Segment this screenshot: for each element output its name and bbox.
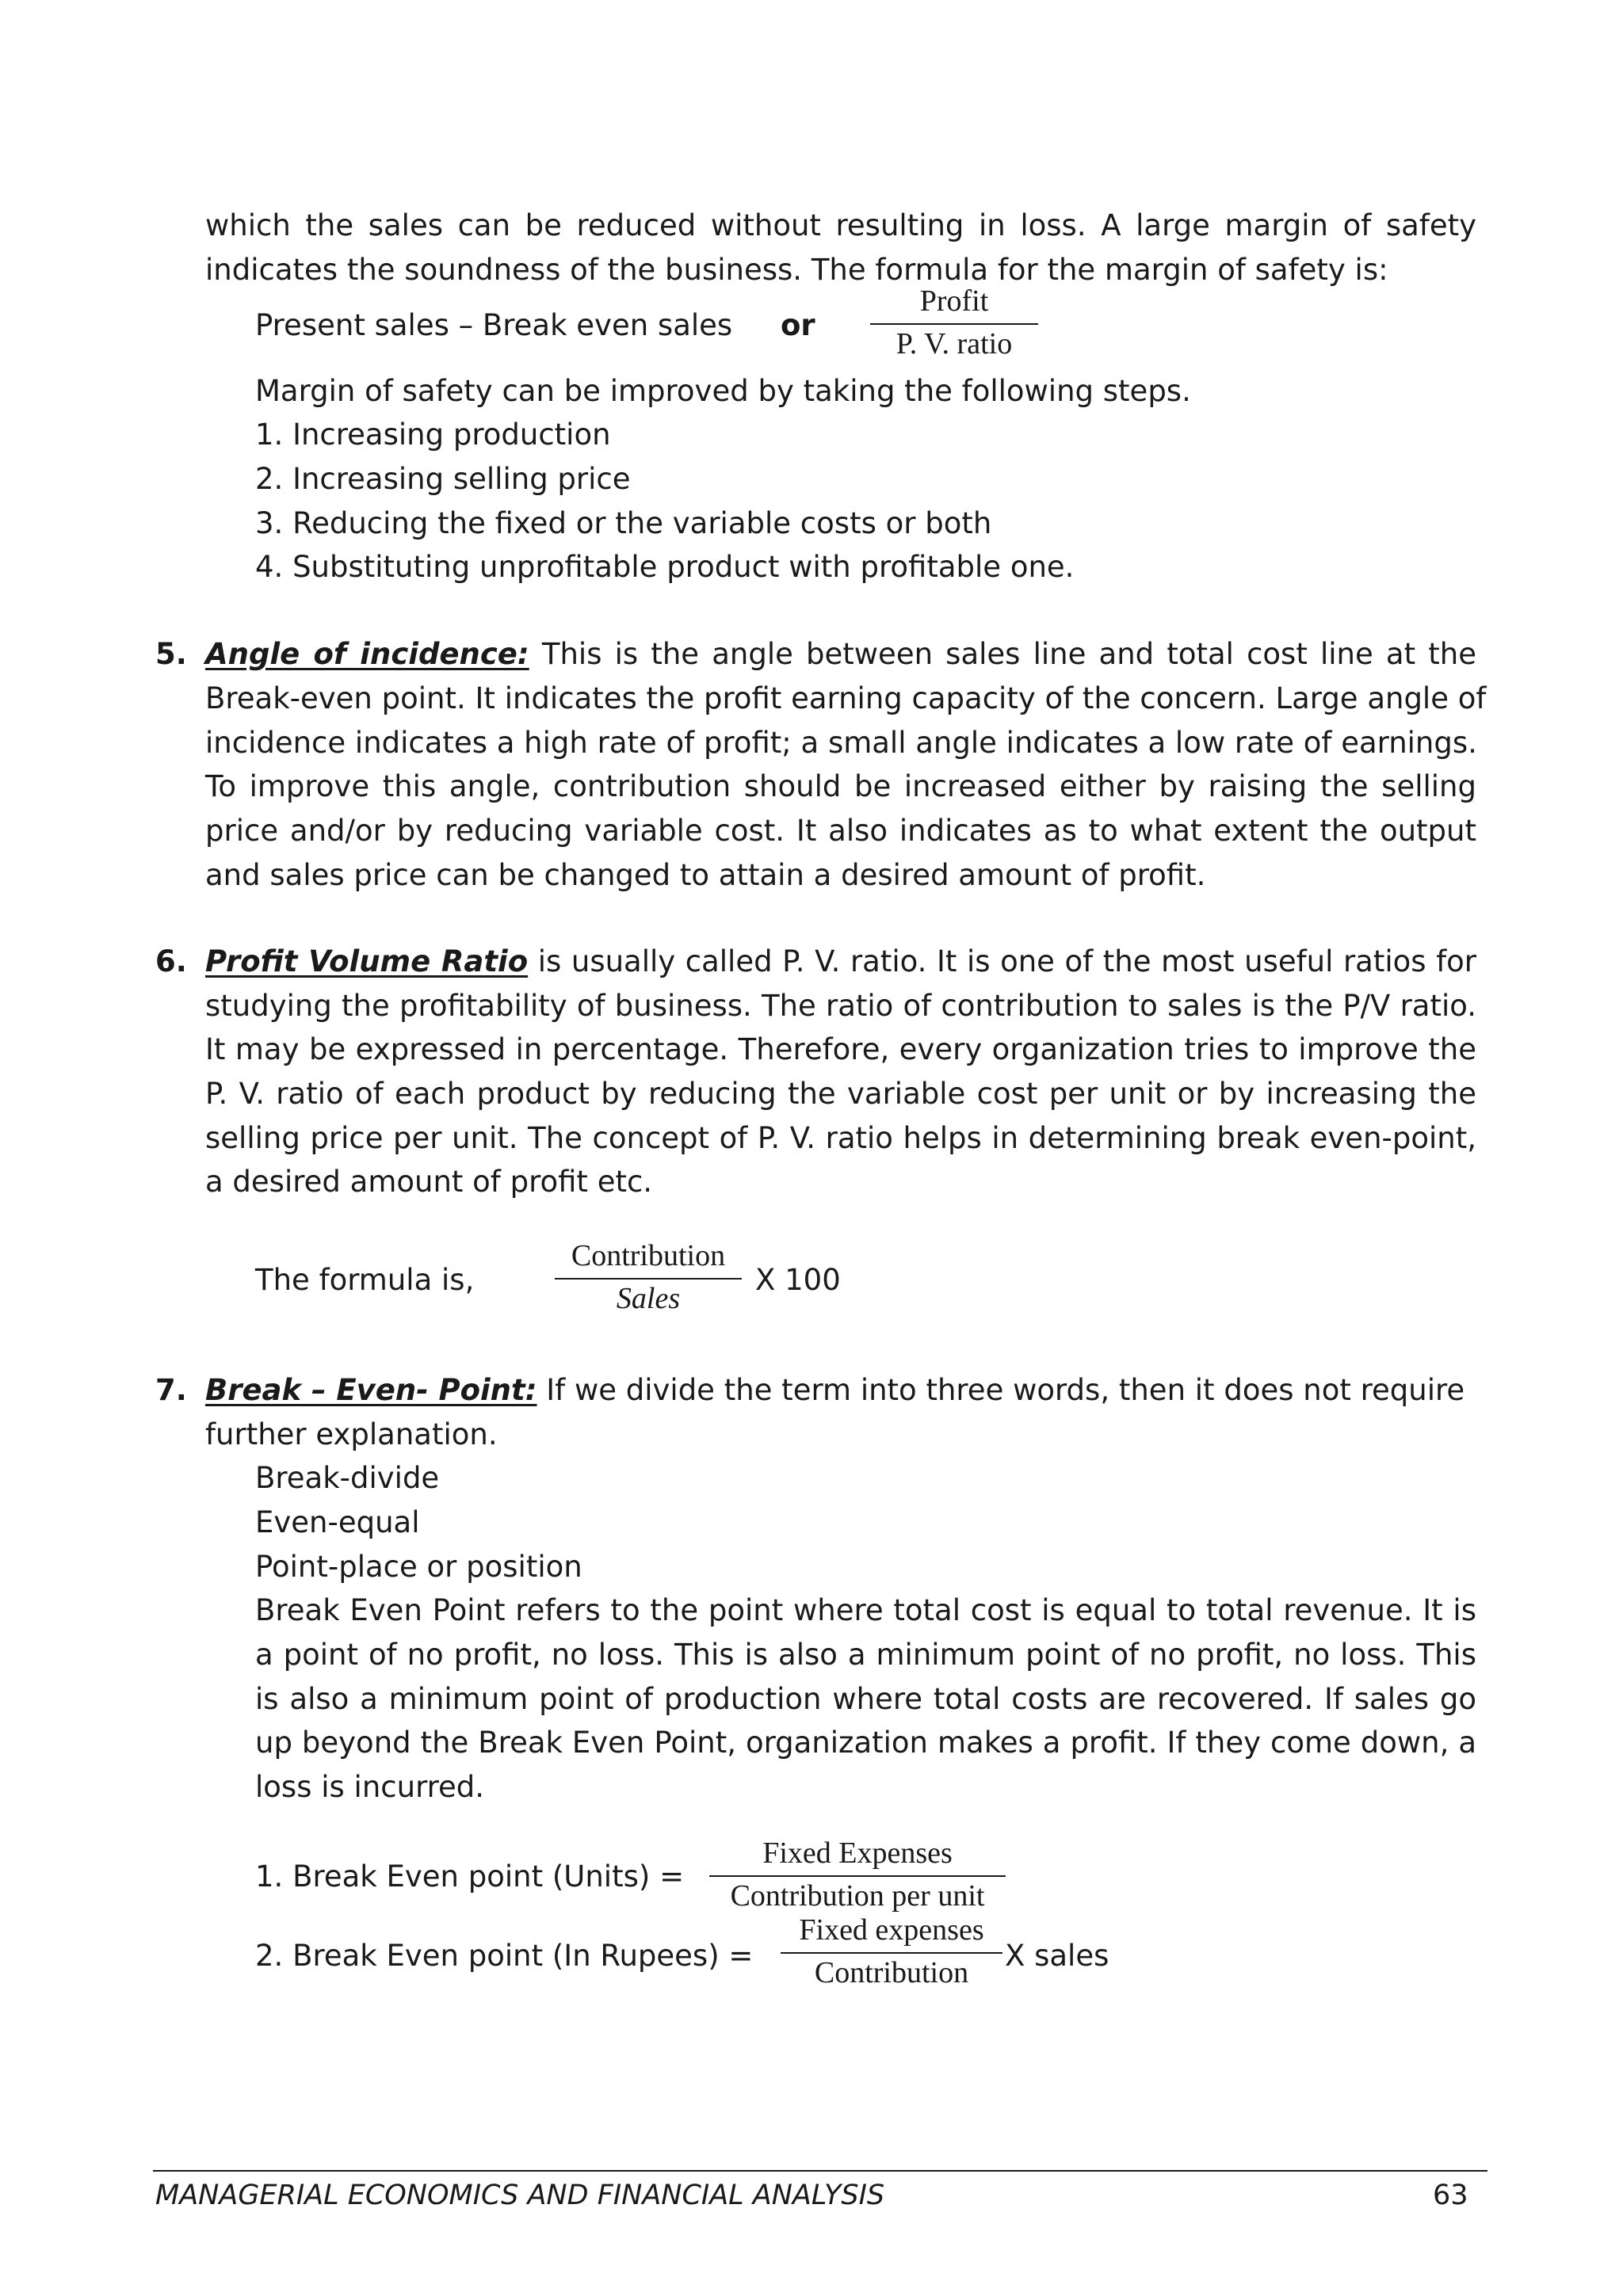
improve-intro: Margin of safety can be improved by taking the following steps.: [255, 374, 1191, 408]
section-number: 6.: [155, 944, 187, 978]
fraction-bar: [781, 1952, 1002, 1954]
fraction-bar: [555, 1278, 742, 1280]
intro-line: which the sales can be reduced without resulting in loss. A large margin of safety: [205, 208, 1476, 242]
section-text: is usually called P. V. ratio. It is one of the most useful ratios for: [528, 944, 1476, 978]
body-line: price and/or by reducing variable cost. It also indicates as to what extent the output: [205, 814, 1476, 848]
fraction-bar: [870, 323, 1038, 325]
body-line: Break-even point. It indicates the profit earning capacity of the concern. Large angle of: [205, 681, 1487, 715]
section-number: 7.: [155, 1373, 187, 1407]
fraction-denominator: P. V. ratio: [896, 327, 1013, 360]
body-line: is also a minimum point of production where total costs are recovered. If sales go: [255, 1682, 1476, 1716]
list-item: 3. Reducing the fixed or the variable costs or both: [255, 506, 992, 540]
formula-text: Present sales – Break even sales: [255, 308, 733, 342]
fraction-numerator: Fixed expenses: [799, 1913, 984, 1947]
body-line: Break Even Point refers to the point where total cost is equal to total revenue. It is: [255, 1593, 1476, 1627]
section-heading: Profit Volume Ratio: [205, 944, 529, 978]
body-line: selling price per unit. The concept of P. V. ratio helps in determining break even-point,: [205, 1121, 1476, 1155]
section-text: This is the angle between sales line and total cost line at the: [529, 637, 1476, 671]
intro-line: indicates the soundness of the business. The formula for the margin of safety is:: [205, 253, 1388, 287]
term-item: Point-place or position: [255, 1550, 582, 1584]
body-line: incidence indicates a high rate of profit; a small angle indicates a low rate of earnings.: [205, 726, 1477, 760]
section-first-line: [205, 940, 1476, 984]
fraction-numerator: Contribution: [571, 1239, 726, 1272]
footer-title: MANAGERIAL ECONOMICS AND FINANCIAL ANALYSIS: [155, 2180, 885, 2211]
fraction-denominator: Sales: [616, 1282, 681, 1315]
list-item: 1. Increasing production: [255, 418, 611, 452]
body-line: P. V. ratio of each product by reducing the variable cost per unit or by increasing the: [205, 1077, 1476, 1111]
section-first-line: [205, 632, 1476, 677]
fraction-numerator: Profit: [919, 284, 989, 318]
fraction-denominator: Contribution per unit: [730, 1879, 985, 1913]
body-line: up beyond the Break Even Point, organization makes a profit. If they come down, a: [255, 1726, 1476, 1760]
section-heading: Break – Even- Point:: [205, 1373, 537, 1407]
page-number: 63: [1433, 2180, 1468, 2211]
footer-rule: [153, 2170, 1487, 2172]
section-number: 5.: [155, 637, 187, 671]
formula-label: The formula is,: [255, 1263, 475, 1297]
body-line: To improve this angle, contribution should be increased either by raising the selling: [205, 769, 1476, 803]
fraction-denominator: Contribution: [814, 1956, 969, 1989]
body-line: a point of no profit, no loss. This is also a minimum point of no profit, no loss. This: [255, 1638, 1476, 1672]
formula-label: 1. Break Even point (Units) =: [255, 1859, 685, 1894]
bep-units-fraction: [709, 1836, 1006, 1915]
list-item: 2. Increasing selling price: [255, 462, 631, 496]
body-line: and sales price can be changed to attain a desired amount of profit.: [205, 858, 1206, 892]
list-item: 4. Substituting unprofitable product with profitable one.: [255, 550, 1075, 584]
term-item: Break-divide: [255, 1461, 440, 1495]
body-line: further explanation.: [205, 1417, 498, 1451]
formula-suffix: X 100: [755, 1263, 841, 1297]
formula-label: 2. Break Even point (In Rupees) =: [255, 1939, 754, 1973]
term-item: Even-equal: [255, 1505, 420, 1539]
body-line: studying the profitability of business. The ratio of contribution to sales is the P/V ratio.: [205, 989, 1476, 1023]
section-first-line: [205, 1368, 1465, 1413]
fraction-numerator: Fixed Expenses: [762, 1836, 953, 1870]
section-text: If we divide the term into three words, then it does not require: [537, 1373, 1465, 1407]
formula-suffix: X sales: [1005, 1939, 1109, 1973]
margin-of-safety-fraction: [870, 284, 1038, 363]
body-line: It may be expressed in percentage. Therefore, every organization tries to improve the: [205, 1032, 1476, 1066]
section-heading: Angle of incidence:: [205, 637, 529, 671]
body-line: loss is incurred.: [255, 1770, 485, 1804]
fraction-bar: [709, 1875, 1006, 1877]
body-line: a desired amount of profit etc.: [205, 1165, 653, 1199]
pv-ratio-fraction: [555, 1238, 742, 1318]
bep-rupees-fraction: [781, 1913, 1002, 1992]
formula-or: or: [781, 308, 815, 342]
